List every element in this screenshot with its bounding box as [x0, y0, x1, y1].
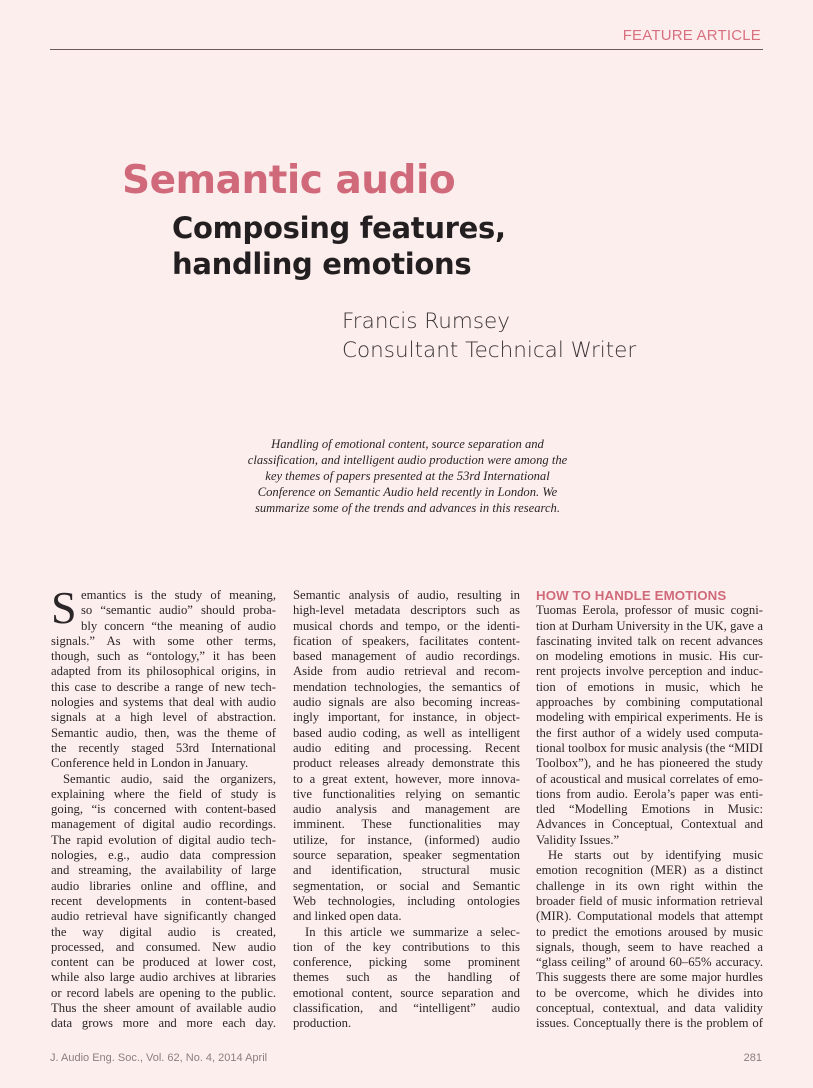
body-text-line: bly concern “the meaning of audio — [81, 618, 276, 633]
body-text-line: fascinating invited talk on recent advances — [536, 633, 763, 648]
body-text-line: issues. Conceptually there is the problem of — [536, 1016, 763, 1031]
body-text-line: this case to describe a range of new tech- — [51, 679, 276, 694]
body-text-line: so “semantic audio” should proba- — [81, 603, 276, 618]
body-text-line: nologies and systems that deal with audio — [51, 695, 276, 710]
body-text-line: emotional content, source separation and — [293, 985, 520, 1000]
body-column-1 — [51, 582, 276, 1032]
body-text-line: on modeling emotions in music. His cur- — [536, 649, 763, 664]
body-text-line: approaches by combining computational — [536, 695, 763, 710]
body-text-line: Semantic audio, then, was the theme of — [51, 725, 276, 740]
abstract-line: key themes of papers presented at the 53rd International — [265, 469, 550, 483]
author-role: Consultant Technical Writer — [342, 338, 637, 363]
body-text-line: the way digital audio is created, — [51, 924, 276, 939]
body-column-3 — [536, 588, 763, 1032]
body-text-line: musical chords and tempo, or the identi- — [293, 618, 520, 633]
body-text-line: audio retrieval have significantly changed — [51, 909, 276, 924]
body-text-line: ingly important, for instance, in object- — [293, 710, 520, 725]
body-text-line: audio editing and processing. Recent — [293, 740, 520, 755]
body-text-line: nologies, e.g., audio data compression — [51, 848, 276, 863]
body-text-line: to predict the emotions aroused by music — [536, 924, 763, 939]
body-text-line: and linked open data. — [293, 909, 402, 924]
body-text-line: rent projects involve perception and induc- — [536, 664, 763, 679]
body-text-line: Tuomas Eerola, professor of music cogni- — [536, 603, 763, 618]
body-text-line: themes such as the handling of — [293, 970, 520, 985]
body-text-line: production. — [293, 1016, 352, 1031]
body-text-line: fication of speakers, facilitates content- — [293, 633, 520, 648]
body-text-line: emantics is the study of meaning, — [81, 588, 276, 602]
section-label: FEATURE ARTICLE — [622, 27, 761, 44]
body-text-line: and streaming, the availability of large — [51, 863, 276, 878]
body-text-line: signals at a high level of abstraction. — [51, 710, 276, 725]
article-subtitle — [172, 210, 506, 282]
footer-journal: J. Audio Eng. Soc., Vol. 62, No. 4, 2014 April — [50, 1052, 268, 1064]
body-text-line: broader field of music information retrieval — [536, 893, 763, 908]
abstract-line: Handling of emotional content, source separation and — [271, 437, 544, 451]
body-text-line: based audio coding, as well as intelligent — [293, 725, 520, 740]
body-text-line: to be overcome, which he divides into — [536, 985, 763, 1000]
body-text-line: This suggests there are some major hurdles — [536, 970, 763, 985]
body-text-line: mendation technologies, the semantics of — [293, 679, 520, 694]
drop-cap: S — [51, 582, 77, 633]
body-text-line: Aside from audio retrieval and recom- — [293, 664, 520, 679]
body-text-line: conceptual, contextual, and data validity — [536, 1001, 763, 1016]
body-text-line: of acoustical and musical correlates of emo- — [536, 771, 763, 786]
body-text-line: Toolbox”), and he has pioneered the study — [536, 756, 763, 771]
body-text-line: segmentation, or social and Semantic — [293, 878, 520, 893]
body-column-2 — [293, 588, 520, 1032]
body-text-line: high-level metadata descriptors such as — [293, 603, 520, 618]
section-heading: HOW TO HANDLE EMOTIONS — [536, 588, 727, 603]
body-text-line: modeling with empirical experiments. He is — [536, 710, 763, 725]
article-title: Semantic audio — [122, 158, 456, 203]
abstract-line: Conference on Semantic Audio held recently in London. We — [257, 485, 558, 499]
body-text-line: Conference held in London in January. — [51, 756, 249, 771]
body-text-line: utilize, for instance, (informed) audio — [293, 832, 520, 847]
body-text-line: audio analysis and management are — [293, 802, 520, 817]
byline — [342, 307, 636, 365]
body-text-line: (MIR). Computational models that attempt — [536, 909, 763, 924]
body-text-line: tion of emotions in music, which he — [536, 679, 763, 694]
body-text-line: source separation, speaker segmentation — [293, 848, 520, 863]
body-text-line: to a great extent, however, more innova- — [293, 771, 520, 786]
body-text-line: product releases already demonstrate this — [293, 756, 520, 771]
abstract — [235, 436, 580, 516]
body-text-line: classification, and “intelligent” audio — [293, 1001, 520, 1016]
subtitle-line: Composing features, — [172, 211, 506, 245]
body-text-line: The rapid evolution of digital audio tech- — [51, 832, 276, 847]
body-text-line: Web technologies, including ontologies — [293, 893, 520, 908]
body-text-line: signals.” As with some other terms, — [51, 633, 276, 648]
subtitle-line: handling emotions — [172, 247, 472, 281]
body-text-line: signals, though, seem to have reached a — [536, 939, 763, 954]
footer-page-number: 281 — [743, 1052, 762, 1064]
body-text-line: Semantic analysis of audio, resulting in — [293, 588, 520, 602]
body-text-line: conference, picking some prominent — [293, 955, 520, 970]
body-text-line: the recently staged 53rd International — [51, 740, 276, 755]
body-text-line: Advances in Conceptual, Contextual and — [536, 817, 763, 832]
body-text-line: based management of audio recordings. — [293, 649, 520, 664]
body-text-line: “glass ceiling” of around 60–65% accuracy. — [536, 955, 763, 970]
body-text-line: audio libraries online and offline, and — [51, 878, 276, 893]
body-text-line: or record labels are opening to the public. — [51, 985, 276, 1000]
body-text-line: and identification, structural music — [293, 863, 520, 878]
body-text-line: Semantic audio, said the organizers, — [63, 771, 276, 786]
body-text-line: He starts out by identifying music — [548, 848, 763, 863]
body-text-line: content can be produced at lower cost, — [51, 955, 276, 970]
body-text-line: tion of the key contributions to this — [293, 939, 520, 954]
body-text-line: tion at Durham University in the UK, gave a — [536, 618, 763, 633]
abstract-line: classification, and intelligent audio production were among the — [247, 453, 568, 467]
body-text-line: Validity Issues.” — [536, 832, 620, 847]
body-text-line: tive functionalities relying on semantic — [293, 786, 520, 801]
body-text-line: tled “Modelling Emotions in Music: — [536, 802, 763, 817]
abstract-line: summarize some of the trends and advances in this research. — [254, 501, 560, 515]
body-text-line: recent developments in content-based — [51, 893, 276, 908]
body-text-line: Thus the sheer amount of available audio — [51, 1001, 276, 1016]
body-text-line: management of digital audio recordings. — [51, 817, 276, 832]
author-name: Francis Rumsey — [342, 309, 510, 334]
body-text-line: In this article we summarize a selec- — [305, 924, 520, 939]
body-text-line: adapted from its philosophical origins, in — [51, 664, 276, 679]
body-text-line: going, “is concerned with content-based — [51, 802, 276, 817]
body-text-line: processed, and consumed. New audio — [51, 939, 276, 954]
body-text-line: emotion recognition (MER) as a distinct — [536, 863, 763, 878]
body-text-line: audio signals are also becoming increas- — [293, 695, 520, 710]
top-rule — [50, 49, 763, 50]
body-text-line: though, such as “ontology,” it has been — [51, 649, 276, 664]
body-text-line: challenge in its own right within the — [536, 878, 763, 893]
body-text-line: tions from audio. Eerola’s paper was enti- — [536, 786, 763, 801]
body-text-line: while also large audio archives at libraries — [51, 970, 276, 985]
body-text-line: the first author of a widely used computa- — [536, 725, 763, 740]
body-text-line: data grows more and more each day. — [51, 1016, 276, 1031]
body-text-line: imminent. These functionalities may — [293, 817, 520, 832]
body-text-line: explaining where the field of study is — [51, 786, 276, 801]
body-text-line: tional toolbox for music analysis (the “MIDI — [536, 740, 763, 755]
